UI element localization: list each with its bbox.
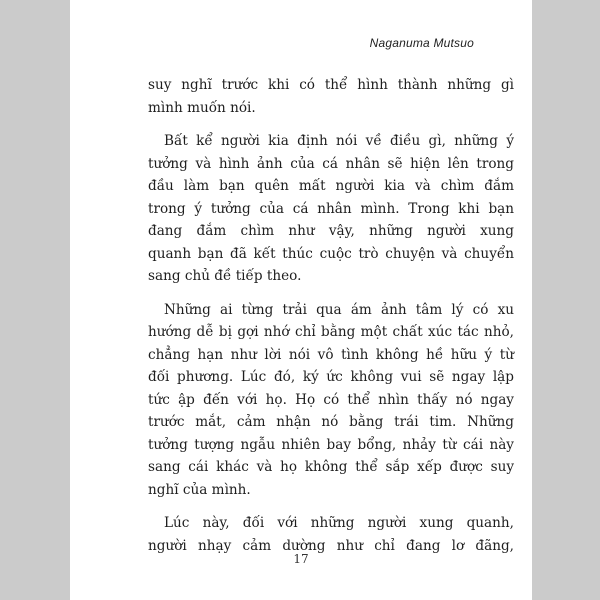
text-line: người nhạy cảm dường như chỉ đang lơ đãng, [148,537,514,554]
text-line: đối phương. Lúc đó, ký ức không vui sẽ ngay lập [148,369,514,385]
text-line: quanh bạn đã kết thúc cuộc trò chuyện và chuyển [148,245,514,262]
paragraph-1 [148,74,514,119]
text-line: mình muốn nói. [148,99,256,116]
text-line: hướng dễ bị gợi nhớ chỉ bằng một chất xúc tác nhỏ, [148,324,514,340]
paragraph-2 [148,130,514,288]
text-line: đang đắm chìm như vậy, những người xung [148,223,514,239]
text-line: Lúc này, đối với những người xung quanh, [164,515,514,531]
running-head: Naganuma Mutsuo [369,36,474,50]
text-line: sang cái khác và họ không thể sắp xếp được suy [148,459,514,475]
book-page [70,0,532,600]
body-text [148,74,514,568]
text-line: suy nghĩ trước khi có thể hình thành những gì [148,77,514,93]
text-line: tức ập đến với họ. Họ có thể nhìn thấy nó ngay [148,391,514,408]
text-line: sang chủ đề tiếp theo. [148,268,302,284]
text-line: Bất kể người kia định nói về điều gì, những ý [164,133,514,149]
text-line: nghĩ của mình. [148,481,251,498]
text-line: tưởng và hình ảnh của cá nhân sẽ hiện lên trong [148,155,514,172]
text-line: trong ý tưởng của cá nhân mình. Trong khi bạn [148,200,514,217]
paragraph-3 [148,299,514,502]
text-line: chẳng hạn như lời nói vô tình không hề hữu ý từ [148,346,514,363]
paragraph-4 [148,512,514,557]
page-number: 17 [293,552,309,566]
text-line: tưởng tượng ngẫu nhiên bay bổng, nhảy từ cái này [148,436,514,453]
text-line: Những ai từng trải qua ám ảnh tâm lý có xu [164,301,514,318]
text-line: đầu làm bạn quên mất người kia và chìm đắm [148,178,514,194]
text-line: trước mắt, cảm nhận nó bằng trái tim. Những [148,414,514,430]
